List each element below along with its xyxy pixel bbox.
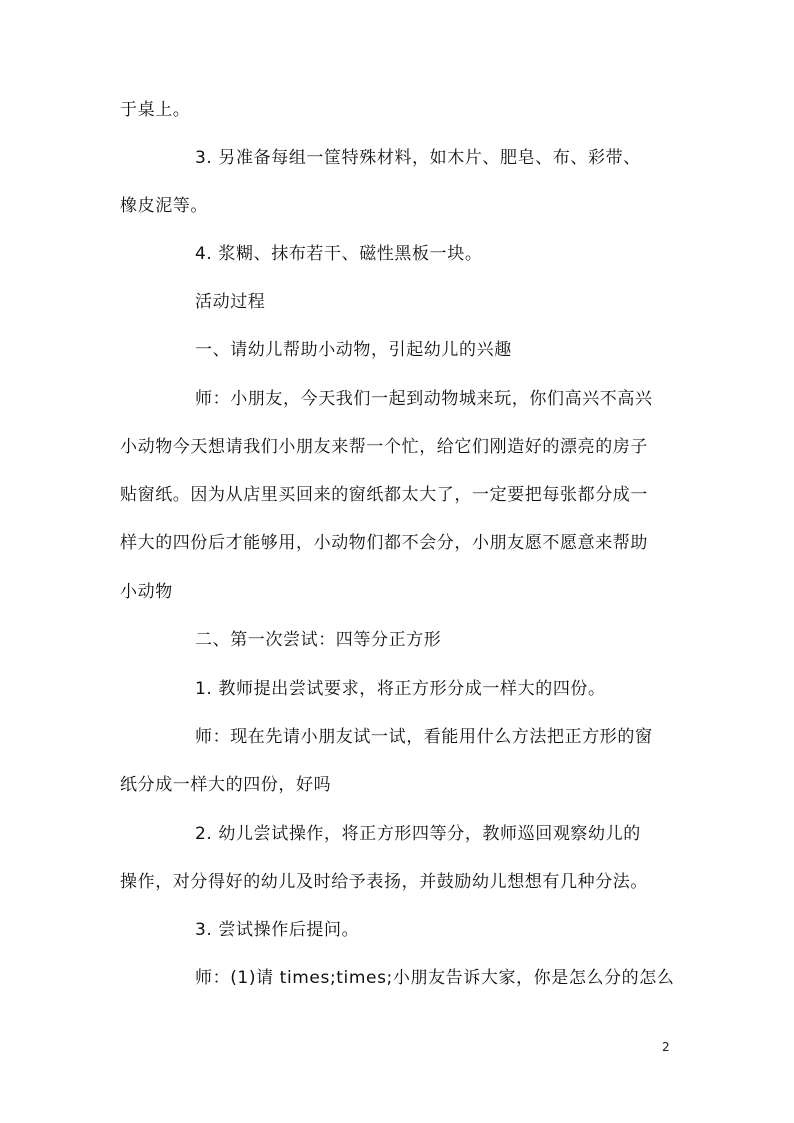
- text-line: 4. 浆糊、抹布若干、磁性黑板一块。: [195, 244, 483, 264]
- text-line: 样大的四份后才能够用，小动物们都不会分，小朋友愿不愿意来帮助: [120, 533, 648, 553]
- text-line: 2. 幼儿尝试操作，将正方形四等分，教师巡回观察幼儿的: [195, 824, 641, 844]
- text-line: 于桌上。: [120, 100, 191, 120]
- text-line: 3. 尝试操作后提问。: [195, 920, 360, 940]
- section-heading: 活动过程: [195, 292, 266, 312]
- text-line: 师：小朋友，今天我们一起到动物城来玩，你们高兴不高兴: [195, 389, 653, 409]
- page-number: 2: [662, 1040, 670, 1054]
- text-line: 操作，对分得好的幼儿及时给予表扬，并鼓励幼儿想想有几种分法。: [120, 872, 648, 892]
- text-line: 小动物今天想请我们小朋友来帮一个忙，给它们刚造好的漂亮的房子: [120, 437, 648, 457]
- text-line: 1. 教师提出尝试要求，将正方形分成一样大的四份。: [195, 679, 606, 699]
- text-line: 3. 另准备每组一筐特殊材料，如木片、肥皂、布、彩带、: [195, 148, 641, 168]
- section-heading: 二、第一次尝试：四等分正方形: [195, 630, 442, 650]
- text-line: 师：(1)请 times;times;小朋友告诉大家，你是怎么分的怎么: [195, 968, 675, 988]
- text-line: 贴窗纸。因为从店里买回来的窗纸都太大了，一定要把每张都分成一: [120, 485, 648, 505]
- text-line: 小动物: [120, 582, 173, 602]
- text-line: 纸分成一样大的四份，好吗: [120, 775, 332, 795]
- section-heading: 一、请幼儿帮助小动物，引起幼儿的兴趣: [195, 340, 512, 360]
- text-line: 师：现在先请小朋友试一试，看能用什么方法把正方形的窗: [195, 727, 653, 747]
- text-line: 橡皮泥等。: [120, 196, 208, 216]
